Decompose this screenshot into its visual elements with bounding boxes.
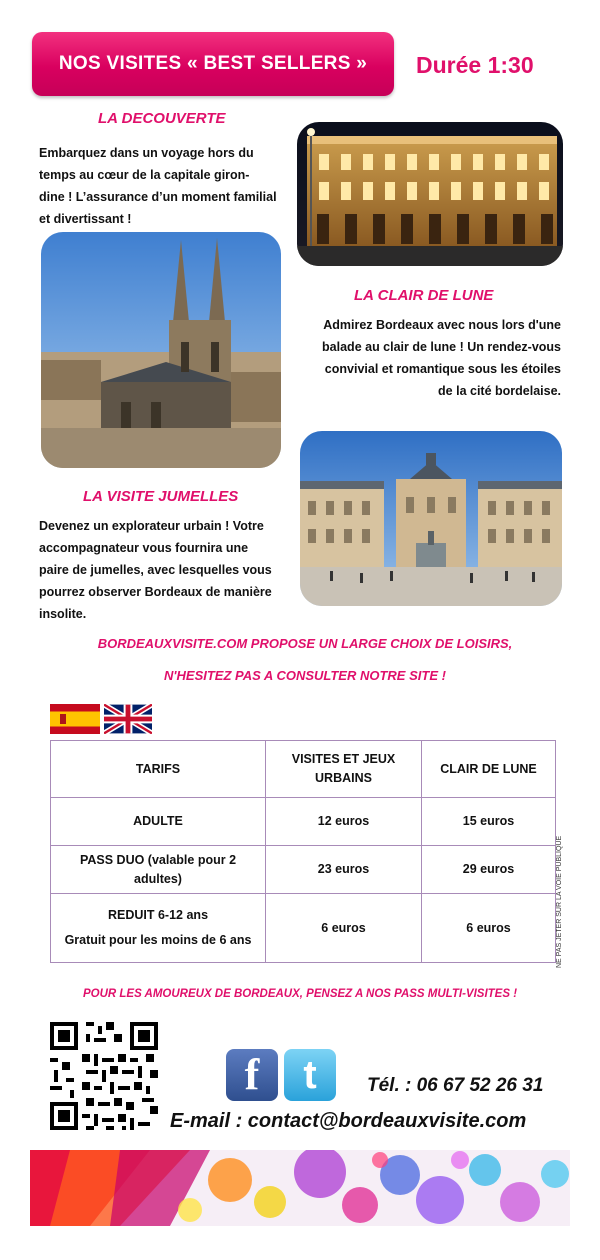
text-line: convivial et romantique sous les étoiles xyxy=(324,362,561,376)
text-line: Devenez un explorateur urbain ! Votre xyxy=(39,519,264,533)
text-line: insolite. xyxy=(39,607,87,621)
row-label: REDUIT 6-12 ans xyxy=(107,908,209,922)
text-line: temps au cœur de la capitale giron- xyxy=(39,168,250,182)
text-line: et divertissant ! xyxy=(39,212,132,226)
header-visites-jeux-urbains: VISITES ET JEUX URBAINS xyxy=(266,741,422,798)
visit-title-clair-de-lune: LA CLAIR DE LUNE xyxy=(354,287,494,304)
text-line: de la cité bordelaise. xyxy=(438,384,561,398)
visit-title-jumelles: LA VISITE JUMELLES xyxy=(83,488,239,505)
header-banner xyxy=(32,32,394,96)
visit-description-decouverte xyxy=(39,142,299,230)
duration-label: Durée 1:30 xyxy=(416,52,534,78)
text-line: balade au clair de lune ! Un rendez-vous xyxy=(322,340,561,354)
price-urbains: 12 euros xyxy=(266,798,422,846)
promo-line-1: BORDEAUXVISITE.COM PROPOSE UN LARGE CHOIX DE LOISIRS, xyxy=(97,636,513,651)
row-label-cell xyxy=(51,894,266,963)
table-row xyxy=(51,846,556,894)
banner-title: NOS VISITES « BEST SELLERS » xyxy=(58,53,368,74)
visit-description-clair-de-lune xyxy=(290,314,561,402)
price-clair-de-lune: 29 euros xyxy=(422,846,556,894)
tarifs-table xyxy=(50,740,556,963)
price-urbains: 23 euros xyxy=(266,846,422,894)
facebook-icon[interactable]: f xyxy=(226,1049,278,1101)
header-clair-de-lune: CLAIR DE LUNE xyxy=(422,741,556,798)
text-line: accompagnateur vous fournira une xyxy=(39,541,249,555)
photo-place-de-la-bourse xyxy=(300,431,562,606)
side-note: NE PAS JETER SUR LA VOIE PUBLIQUE xyxy=(556,835,563,968)
text-line: pourrez observer Bordeaux de manière xyxy=(39,585,272,599)
text-line: dine ! L’assurance d’un moment familial xyxy=(39,190,277,204)
row-sublabel: Gratuit pour les moins de 6 ans xyxy=(64,933,252,947)
visit-title-decouverte: LA DECOUVERTE xyxy=(98,110,226,127)
decorative-footer-banner xyxy=(30,1150,570,1226)
text-line: Admirez Bordeaux avec nous lors d'une xyxy=(323,318,561,332)
photo-cathedral xyxy=(41,232,281,468)
header-tarifs: TARIFS xyxy=(51,741,266,798)
price-clair-de-lune: 6 euros xyxy=(422,894,556,963)
text-line: Embarquez dans un voyage hors du xyxy=(39,146,254,160)
multi-pass-promo: POUR LES AMOUREUX DE BORDEAUX, PENSEZ A NOS PASS MULTI-VISITES ! xyxy=(82,988,518,1000)
row-label: PASS DUO (valable pour 2 adultes) xyxy=(51,846,266,894)
qr-code-icon[interactable] xyxy=(50,1022,158,1130)
table-header-row xyxy=(51,741,556,798)
table-row xyxy=(51,798,556,846)
visit-description-jumelles xyxy=(39,515,297,625)
price-clair-de-lune: 15 euros xyxy=(422,798,556,846)
price-urbains: 6 euros xyxy=(266,894,422,963)
uk-flag-icon xyxy=(104,704,152,734)
row-label: ADULTE xyxy=(51,798,266,846)
email-address[interactable]: E-mail : contact@bordeauxvisite.com xyxy=(170,1110,527,1132)
table-row xyxy=(51,894,556,963)
photo-grand-theatre-night xyxy=(297,122,563,266)
text-line: paire de jumelles, avec lesquelles vous xyxy=(39,563,272,577)
twitter-icon[interactable]: t xyxy=(284,1049,336,1101)
phone-number[interactable]: Tél. : 06 67 52 26 31 xyxy=(367,1075,544,1096)
promo-line-2: N'HESITEZ PAS A CONSULTER NOTRE SITE ! xyxy=(164,668,446,683)
spain-flag-icon xyxy=(50,704,100,734)
